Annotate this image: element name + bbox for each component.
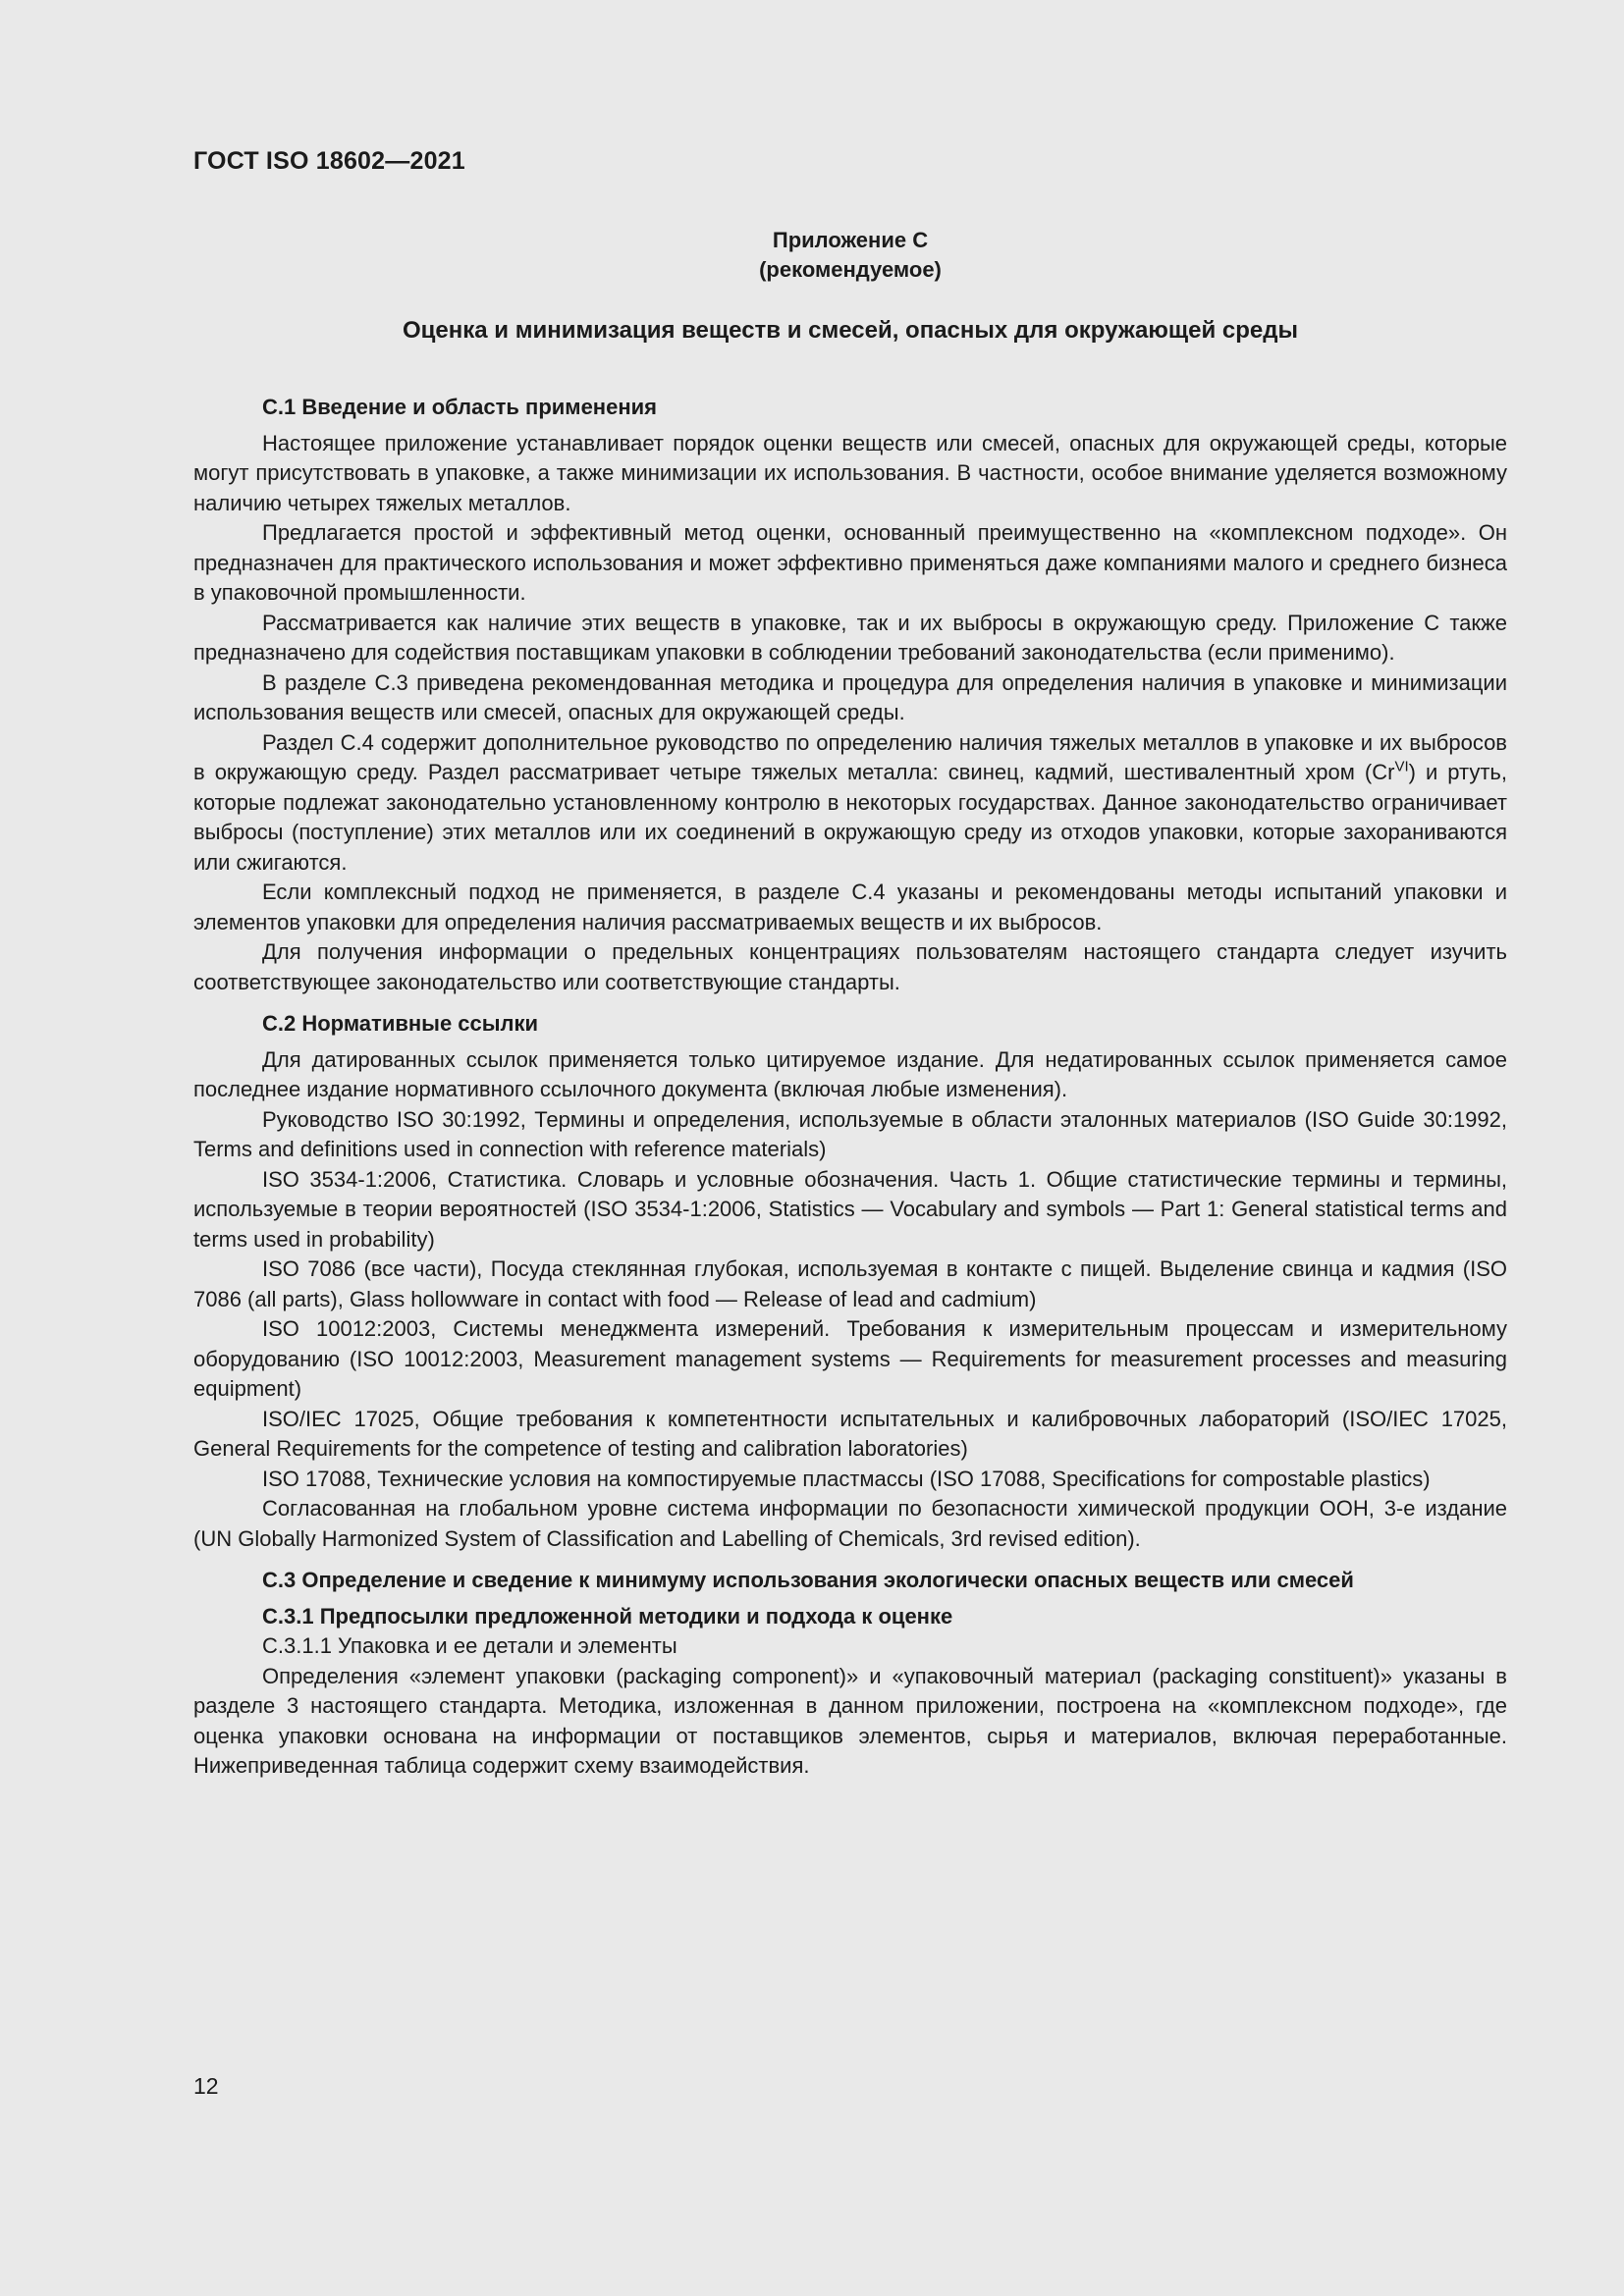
reference-item: Руководство ISO 30:1992, Термины и определения, используемые в области эталонных материалов (ISO Guide 30:1992, Terms and definitions used in connection with reference materials) (193, 1106, 1507, 1161)
paragraph: Если комплексный подход не применяется, в разделе С.4 указаны и рекомендованы методы испытаний упаковки и элементов упаковки для определения наличия рассматриваемых веществ и их выбросов. (193, 880, 1507, 934)
paragraph: Для получения информации о предельных концентрациях пользователям настоящего стандарта следует изучить соответствующее законодательство или соответствующие стандарты. (193, 939, 1507, 994)
annex-status: (рекомендуемое) (759, 257, 942, 282)
paragraph: Рассматривается как наличие этих веществ в упаковке, так и их выбросы в окружающую среду. Приложение С также предназначено для содействия поставщикам упаковки в соблюдении требований законодательства (если применимо). (193, 610, 1507, 665)
page-number: 12 (193, 2073, 219, 2099)
reference-item: ISO 3534-1:2006, Статистика. Словарь и условные обозначения. Часть 1. Общие статистические термины и термины, используемые в теории вероятностей (ISO 3534-1:2006, Statistics — Vocabulary and symbols — Part 1: General statistical terms and terms used in probability) (193, 1166, 1507, 1252)
reference-item: ISO 10012:2003, Системы менеджмента измерений. Требования к измерительным процессам и измерительному оборудованию (ISO 10012:2003, Measurement management systems — Requirements for measurement processes and measuring equipment) (193, 1316, 1507, 1401)
superscript-text: VI (1394, 758, 1409, 775)
paragraph: В разделе С.3 приведена рекомендованная методика и процедура для определения наличия в упаковке и минимизации использования веществ или смесей, опасных для окружающей среды. (193, 669, 1507, 724)
annex-heading (193, 226, 1507, 285)
paragraph: Определения «элемент упаковки (packaging component)» и «упаковочный материал (packaging constituent)» указаны в разделе 3 настоящего стандарта. Методика, изложенная в данном приложении, построена на «комплексном подходе», где оценка упаковки основана на информации от поставщиков элементов, сырья и материалов, включая переработанные. Нижеприведенная таблица содержит схему взаимодействия. (193, 1663, 1507, 1778)
reference-item: ISO 17088, Технические условия на компостируемые пластмассы (ISO 17088, Specifications for compostable plastics) (262, 1466, 1431, 1491)
section-heading-c1: С.1 Введение и область применения (262, 395, 657, 419)
paragraph-heavy-metals (193, 728, 1507, 879)
reference-item: Согласованная на глобальном уровне система информации по безопасности химической продукции ООН, 3-е издание (UN Globally Harmonized System of Classification and Labelling of Chemicals, 3rd revised edition). (193, 1496, 1507, 1551)
paragraph-text: Раздел С.4 содержит дополнительное руководство по определению наличия тяжелых металлов в упаковке и их выбросов в окружающую среду. Раздел рассматривает четыре тяжелых металла: свинец, кадмий, шестивалентный хром (Cr (193, 729, 1507, 784)
document-body (193, 393, 1507, 1782)
reference-item: ISO 7086 (все части), Посуда стеклянная глубокая, используемая в контакте с пищей. Выделение свинца и кадмия (ISO 7086 (all parts), Glass hollowware in contact with food — Release of lead and cadmium) (193, 1256, 1507, 1311)
annex-title: Оценка и минимизация веществ и смесей, опасных для окружающей среды (403, 317, 1298, 344)
annex-label: Приложение С (772, 228, 929, 252)
document-code: ГОСТ ISO 18602—2021 (193, 147, 465, 175)
paragraph: Предлагается простой и эффективный метод оценки, основанный преимущественно на «комплексном подходе». Он предназначен для практического использования и может эффективно применяться даже компаниями малого и среднего бизнеса в упаковочной промышленности. (193, 520, 1507, 605)
paragraph: Настоящее приложение устанавливает порядок оценки веществ или смесей, опасных для окружающей среды, которые могут присутствовать в упаковке, а также минимизации их использования. В частности, особое внимание уделяется возможному наличию четырех тяжелых металлов. (193, 430, 1507, 515)
reference-item: ISO/IEC 17025, Общие требования к компетентности испытательных и калибровочных лабораторий (ISO/IEC 17025, General Requirements for the competence of testing and calibration laboratories) (193, 1406, 1507, 1461)
section-heading-c3: С.3 Определение и сведение к минимуму использования экологически опасных веществ или смесей (262, 1568, 1354, 1592)
paragraph-text: ) и ртуть, которые подлежат законодательно установленному контролю в некоторых государствах. Данное законодательство ограничивает выбросы (поступление) этих металлов или их соединений в окружающую среду из отходов упаковки, которые захораниваются или сжигаются. (193, 760, 1507, 875)
subsection-heading-c3-1: С.3.1 Предпосылки предложенной методики и подхода к оценке (262, 1603, 953, 1629)
subsection-heading-c3-1-1: С.3.1.1 Упаковка и ее детали и элементы (262, 1633, 677, 1658)
section-heading-c2: С.2 Нормативные ссылки (262, 1011, 539, 1036)
paragraph: Для датированных ссылок применяется только цитируемое издание. Для недатированных ссылок применяется самое последнее издание нормативного ссылочного документа (включая любые изменения). (193, 1046, 1507, 1101)
document-page (193, 0, 1507, 2296)
